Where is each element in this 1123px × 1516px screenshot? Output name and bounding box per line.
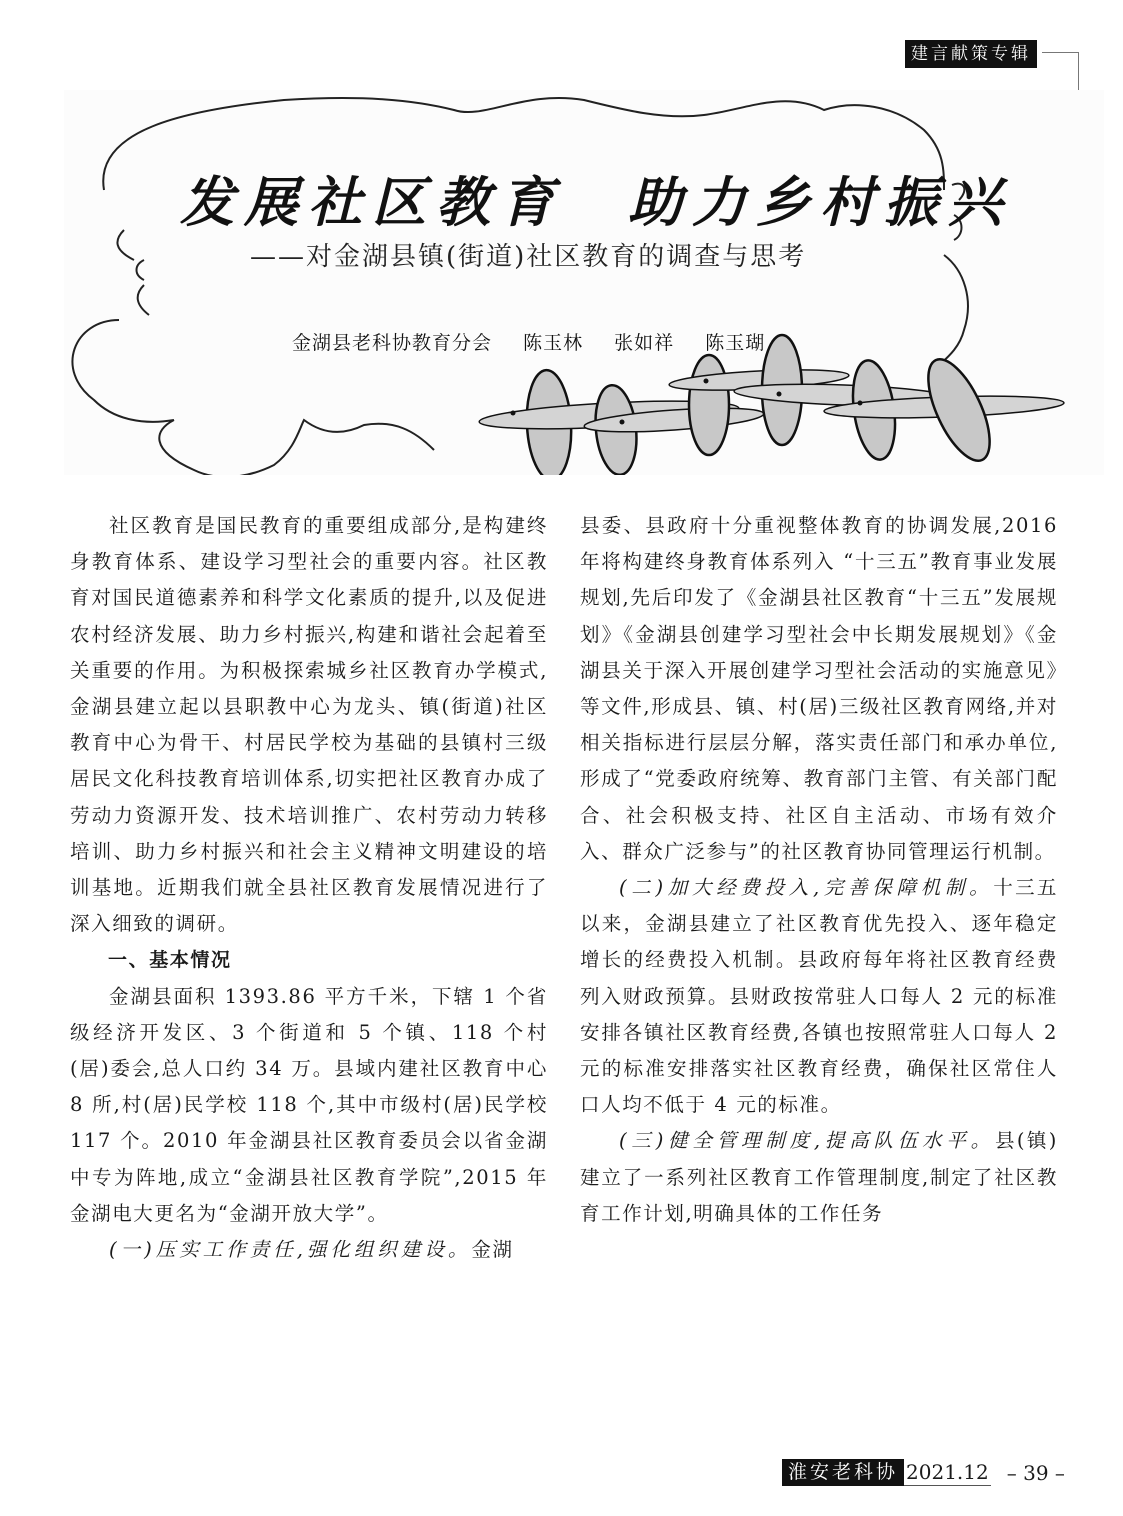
airplane-3-icon <box>669 355 850 455</box>
subsection-heading: (三)健全管理制度,提高队伍水平。 <box>619 1129 995 1153</box>
subsection-text: 十三五以来，金湖县建立了社区教育优先投入、逐年稳定增长的经费投入机制。县政府每年将社区教育经费列入财政预算。县财政按常驻人口每人 2 元的标准安排各镇社区教育经费,各镇也按照常驻人口每人 2 元的标准安排落实社区教育经费，确保社区常住人口人均不低于 4 元的标准。 <box>580 876 1058 1117</box>
right-column <box>580 508 1058 1232</box>
subsection-heading: (二)加大经费投入,完善保障机制。 <box>619 876 994 900</box>
author-name: 陈玉瑚 <box>705 332 766 354</box>
section-heading: 一、基本情况 <box>108 949 232 972</box>
subsection-text: 县(镇)建立了一系列社区教育工作管理制度,制定了社区教育工作计划,明确具体的工作任务 <box>580 1129 1058 1225</box>
header-illustration <box>64 90 1104 475</box>
author-name: 张如祥 <box>614 332 675 354</box>
body-paragraph: 金湖县面积 1393.86 平方千米，下辖 1 个省级经济开发区、3 个街道和 5 个镇、118 个村(居)委会,总人口约 34 万。县域内建社区教育中心 8 所,村(居)民学校 118 个,其中市级村(居)民学校 117 个。2010 年金湖县社区教育委员会以省金湖中专为阵地,成立“金湖县社区教育学院”,2015 年金湖电大更名为“金湖开放大学”。 <box>70 984 548 1225</box>
article-title: 发展社区教育 助力乡村振兴 <box>180 170 1012 234</box>
intro-paragraph: 社区教育是国民教育的重要组成部分,是构建终身教育体系、建设学习型社会的重要内容。社区教育对国民道德素养和科学文化素质的提升,以及促进农村经济发展、助力乡村振兴,构建和谐社会起着至关重要的作用。为积极探索城乡社区教育办学模式,金湖县建立起以县职教中心为龙头、镇(街道)社区教育中心为骨干、村居民学校为基础的县镇村三级居民文化科技教育培训体系,切实把社区教育办成了劳动力资源开发、技术培训推广、农村劳动力转移培训、助力乡村振兴和社会主义精神文明建设的培训基地。近期我们就全县社区教育发展情况进行了深入细致的调研。 <box>70 514 548 936</box>
subsection-paragraph <box>580 1123 1058 1232</box>
cloud-and-airplanes-icon <box>64 90 1104 475</box>
subsection-paragraph <box>580 870 1058 1123</box>
publication-name: 淮安老科协 <box>782 1459 904 1486</box>
airplane-2-icon <box>584 383 765 475</box>
page-footer <box>782 1458 1065 1486</box>
subsection-paragraph <box>70 1232 548 1268</box>
author-line <box>292 328 789 355</box>
continued-paragraph: 县委、县政府十分重视整体教育的协调发展,2016 年将构建终身教育体系列入 “十三五”教育事业发展规划,先后印发了《金湖县社区教育“十三五”发展规划》《金湖县创建学习型社会中长期发展规划》《金湖县关于深入开展创建学习型社会活动的实施意见》等文件,形成县、镇、村(居)三级社区教育网络,并对相关指标进行层层分解，落实责任部门和承办单位,形成了“党委政府统筹、教育部门主管、有关部门配合、社会积极支持、社区自主活动、市场有效介入、群众广泛参与”的社区教育协同管理运行机制。 <box>580 514 1058 863</box>
author-name: 陈玉林 <box>523 332 584 354</box>
issue-date: 2021.12 <box>906 1460 989 1484</box>
subsection-text: 金湖 <box>471 1238 514 1262</box>
page-number: – 39 – <box>1006 1461 1065 1485</box>
author-organization: 金湖县老科协教育分会 <box>292 332 493 354</box>
section-tag: 建言献策专辑 <box>905 40 1037 68</box>
article-subtitle: ——对金湖县镇(街道)社区教育的调查与思考 <box>250 242 807 272</box>
subsection-heading: (一)压实工作责任,强化组织建设。 <box>109 1238 472 1262</box>
left-column <box>70 508 548 1268</box>
